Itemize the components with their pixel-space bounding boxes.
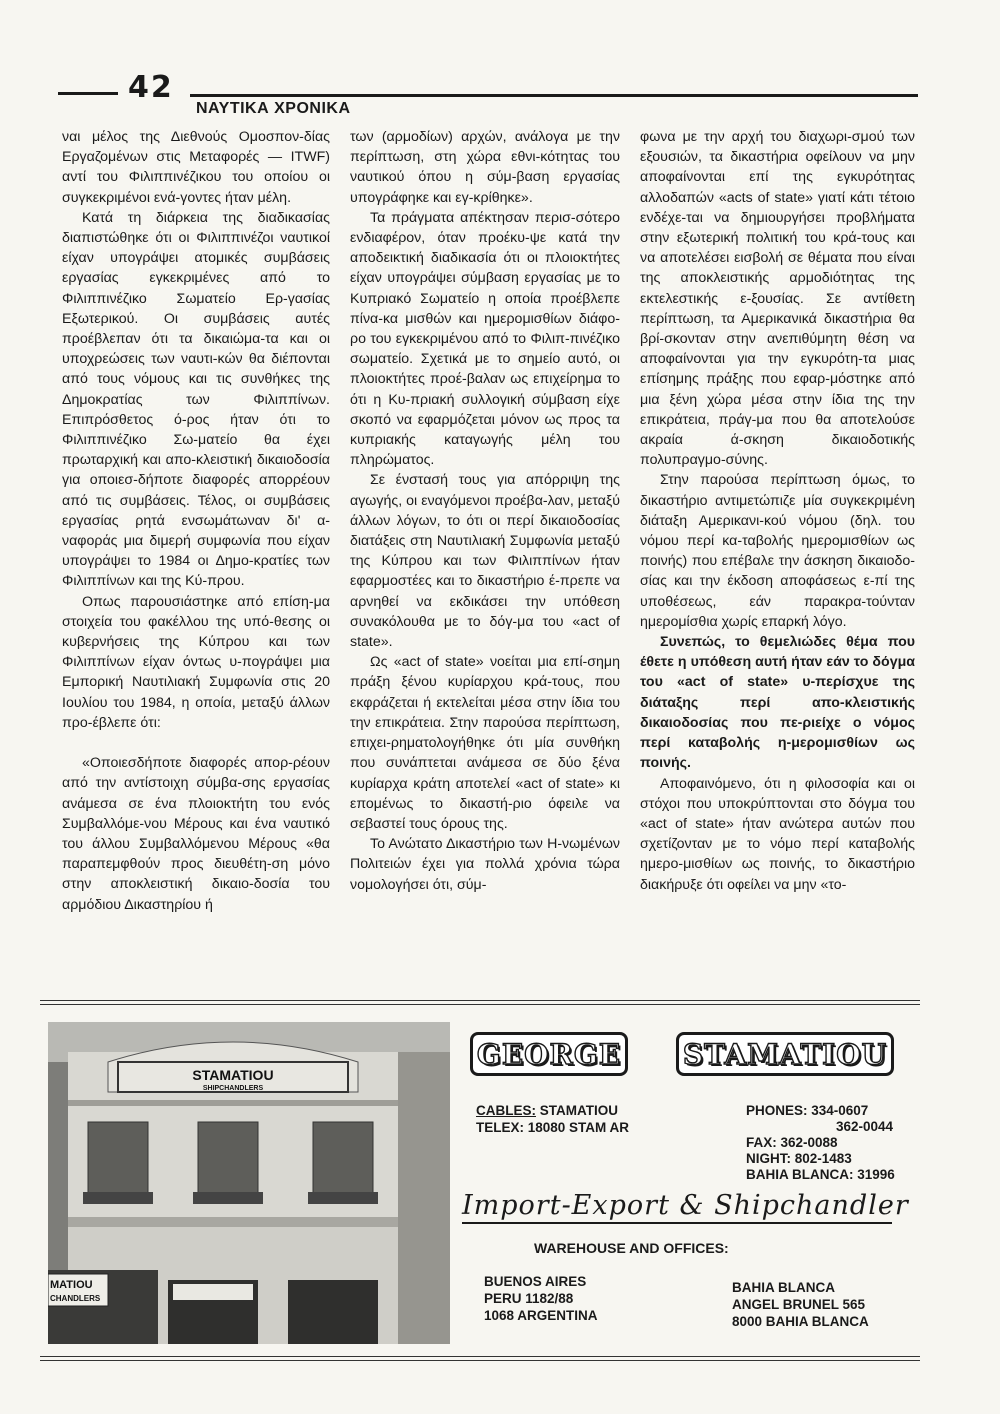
photo-sign-subtext: SHIPCHANDLERS bbox=[202, 1085, 264, 1092]
night-line: NIGHT: 802-1483 bbox=[746, 1151, 852, 1166]
quote-paragraph: «Οποιεσδήποτε διαφορές απορ-ρέουν από την αντίστοιχη σύμβα-σης εργασίας ανάμεσα σε ένα πλοιοκτήτη του ενός Συμβαλλόμε-νου Μέρους και ένα ναυτικό του άλλου Συμβαλλόμενου Μέρους «θα παραπεμφθούν προς διευθέτη-ση μόνο στην αποκλειστική δικαιο-δοσία του αρμόδιου Δικαστηρίου ή bbox=[62, 755, 330, 913]
buenos-aires-postcode: 1068 ARGENTINA bbox=[484, 1308, 598, 1323]
fax-line: FAX: 362-0088 bbox=[746, 1135, 838, 1150]
paragraph: Ως «act of state» νοείται μια επί-σημη πράξη ξένου κυρίαρχου κρά-τους, που εκφράζεται ή εκτελείται μέσα στην ίδια του την επικράτεια. Στην παρούσα περίπτωση, επιχει-ρηματολογήθηκε ότι μία συνθήκη που συνάπτεται ανάμεσα σε δύο ξένα κυρίαρχα κράτη αποτελεί «act of state» κι επομένως το δικαστή-ριο όφειλε να σεβαστεί τους όρους της. bbox=[350, 654, 620, 832]
article-column-3 bbox=[640, 127, 915, 895]
bahia-blanca-street: ANGEL BRUNEL 565 bbox=[732, 1297, 866, 1312]
warehouse-heading: WAREHOUSE AND OFFICES: bbox=[534, 1240, 729, 1256]
divider bbox=[40, 1000, 920, 1001]
paragraph: Οπως παρουσιάστηκε από επίση-μα στοιχεία του φακέλλου της υπό-θεσης οι κυβερνήσεις της Κύπρου και των Φιλιππίνων είχαν όντως υ-πογράψει μια Εμπορική Ναυτιλιακή Συμφωνία στις 20 Ιουλίου του 1984, η οποία, μεταξύ άλλων προ-έβλεπε ότι: bbox=[62, 593, 330, 731]
footer-divider bbox=[40, 1360, 920, 1361]
article-column-1 bbox=[62, 127, 330, 915]
paragraph: Το Ανώτατο Δικαστήριο των Η-νωμένων Πολιτειών έχει για πολλά χρόνια τώρα νομολογήσει ότι, σύμ- bbox=[350, 836, 620, 893]
paragraph: Κατά τη διάρκεια της διαδικασίας διαπιστώθηκε ότι οι Φιλιππινέζοι ναυτικοί είχαν υπογράψει ατομικές συμβάσεις εργασίας εγκεκριμένες από το Φιλιππινέζικο Σωματείο Ερ-γασίας Εξωτερικού. Οι συμβάσεις αυτές προέβλεπαν ότι τα δικαιώμα-τα και οι υποχρεώσεις των ναυτι-κών θα διέπονται από τους νόμους και τις συνθήκες της Δημοκρατίας των Φιλιππίνων. Επιπρόσθετος ό-ρος ήταν ότι το Φιλιππινέζικο Σω-ματείο θα έχει πρωταρχική και απο-κλειστική δικαιοδοσία για οποιεσ-δήποτε διαφορές απορρέουν από τις συμβάσεις. Τέλος, οι συμβάσεις εργασίας ρητά ενσωμάτωναν δι' α-ναφοράς μια διμερή συμφωνία που είχαν υπογράψει το 1984 οι Δημο-κρατίες των Φιλιππίνων και της Κύ-πρου. bbox=[62, 209, 330, 590]
logo-stamatiou: STAMATIOU bbox=[676, 1032, 894, 1076]
buenos-aires-address: BUENOS AIRES bbox=[484, 1274, 587, 1289]
paragraph: Στην παρούσα περίπτωση όμως, το δικαστήριο αντιμετώπιζε μία συγκεκριμένη διάταξη Αμερικανι-κού νόμου (δηλ. του νόμου περί κα-ταβολής ημερομισθίων ως ποινής) που επέβαλε την άσκηση δικαιοδο-σίας και την έκδοση αποφάσεως ε-πί της υποθέσεως, εάν παρακρα-τούνταν ημερομίσθια χωρίς επαρκή λόγο. bbox=[640, 472, 915, 630]
bahia-blanca-address: BAHIA BLANCA bbox=[732, 1280, 835, 1295]
cables-value: STAMATIOU bbox=[539, 1103, 619, 1118]
header-rule-right bbox=[190, 94, 918, 97]
photo-left-sign-text: MATIOU bbox=[50, 1279, 93, 1291]
bold-paragraph: Συνεπώς, το θεμελιώδες θέμα που έθετε η υπόθεση αυτή ήταν εάν το δόγμα του «act of state» υ-περίσχυε της διάταξης περί απο-κλειστικής δικαιοδοσίας που πε-ριείχε ο νόμος περί καταβολής η-μερομισθίων ως ποινής. bbox=[640, 634, 915, 772]
divider bbox=[40, 1004, 920, 1005]
paragraph: Τα πράγματα απέκτησαν περισ-σότερο ενδιαφέρον, όταν προέκυ-ψε κατά την αποδεικτική διαδικασία ότι οι πλοιοκτήτες είχαν υπογράψει σύμβαση εργασίας με το Κυπριακό Σωματείο η οποία προέβλεπε πίνα-κα μισθών και ημερομισθίων διάφο-ρο του εγκεκριμένου από το Φιλιπ-πινέζικο σωματείο. Σχετικά με το σημείο αυτό, οι πλοιοκτήτες προέ-βαλαν ως επιχείρημα το ότι η Κυ-πριακή συλλογική σύμβαση είχε σκοπό να εφαρμόζεται μόνον ως προς τα κυπριακής καταγωγής μέλη του πληρώματος. bbox=[350, 209, 620, 469]
photo-sign-text: STAMATIOU bbox=[192, 1067, 274, 1083]
page-number: 42 bbox=[128, 70, 174, 105]
phones-line: PHONES: 334-0607 bbox=[746, 1103, 869, 1118]
magazine-title: ΝΑΥΤΙΚΑ ΧΡΟΝΙΚΑ bbox=[196, 100, 351, 117]
cables-label: CABLES: bbox=[476, 1103, 536, 1118]
tagline: Import-Export & Shipchandler bbox=[462, 1190, 909, 1221]
building-photo bbox=[48, 1022, 450, 1344]
telex-line: TELEX: 18080 STAM AR bbox=[476, 1120, 630, 1135]
photo-left-sign-subtext: CHANDLERS bbox=[50, 1294, 101, 1303]
paragraph: των (αρμοδίων) αρχών, ανάλογα με την περίπτωση, στη χώρα εθνι-κότητας του ναυτικού όπου η σύμ-βαση εργασίας υπογράφηκε και εγ-κρίθηκε». bbox=[350, 129, 620, 206]
phone-second-line: 362-0044 bbox=[836, 1119, 894, 1134]
paragraph: ναι μέλος της Διεθνούς Ομοσπον-δίας Εργαζομένων στις Μεταφορές — ITWF) αντί του Φιλιππινέζικου του οποίου οι συγκεκριμένοι ενά-γοντες ήταν μέλη. bbox=[62, 129, 330, 206]
article-column-2 bbox=[350, 127, 620, 895]
tagline-underline bbox=[462, 1222, 892, 1224]
header-rule-left bbox=[58, 92, 118, 95]
logo-george: GEORGE bbox=[470, 1032, 628, 1076]
paragraph: φωνα με την αρχή του διαχωρι-σμού των εξουσιών, τα δικαστήρια οφείλουν να μην αποφαίνονται επί της εγκυρότητας αλλοδαπών «acts of state» γιατί κάτι τέτοιο ενδέχε-ται να δημιουργήσει προβλήματα στην εξωτερική πολιτική του κρά-τους και να αποτελέσει εισβολή σε θέματα που είναι της αποκλειστικής αρμοδιότητας της εκτελεστικής ε-ξουσίας. Σε αντίθετη περίπτωση, τα Αμερικανικά δικαστήρια θα βρί-σκονταν στην ανεπιθύμητη θέση να αποφαίνονται για την εγκυρότη-τα μιας επίσημης πράξης που εφαρ-μόστηκε από μια ξένη χώρα μέσα στην ίδια της την επικράτεια, πράγ-μα που θα αποτελούσε ακραία ά-σκηση δικαιοδοτικής πολυπραγμο-σύνης. bbox=[640, 129, 915, 469]
buenos-aires-street: PERU 1182/88 bbox=[484, 1291, 574, 1306]
bahia-phone-line: BAHIA BLANCA: 31996 bbox=[746, 1167, 895, 1182]
footer-divider bbox=[40, 1356, 920, 1357]
bahia-blanca-postcode: 8000 BAHIA BLANCA bbox=[732, 1314, 869, 1329]
cables-line bbox=[476, 1103, 618, 1119]
paragraph: Αποφαινόμενο, ότι η φιλοσοφία και οι στόχοι που υποκρύπτονται στο δόγμα του «act of state» ήταν ανώτερα αυτών που σχετίζονταν με το νόμο περί καταβολής ημερο-μισθίων ως ποινής, το δικαστήριο διακήρυξε ότι οφείλει να μην «το- bbox=[640, 775, 915, 893]
paragraph: Σε ένστασή τους για απόρριψη της αγωγής, οι εναγόμενοι προέβα-λαν, μεταξύ άλλων λόγων, το ότι οι περί δικαιοδοσίας διατάξεις στη Ναυτιλιακή Συμφωνία μεταξύ της Κύπρου και των Φιλιππίνων ήταν εφαρμοστέες και το δικαστήριο έ-πρεπε να αρνηθεί να εκδικάσει την υπόθεση συνακόλουθα με το δόγ-μα του «act of state». bbox=[350, 472, 620, 651]
